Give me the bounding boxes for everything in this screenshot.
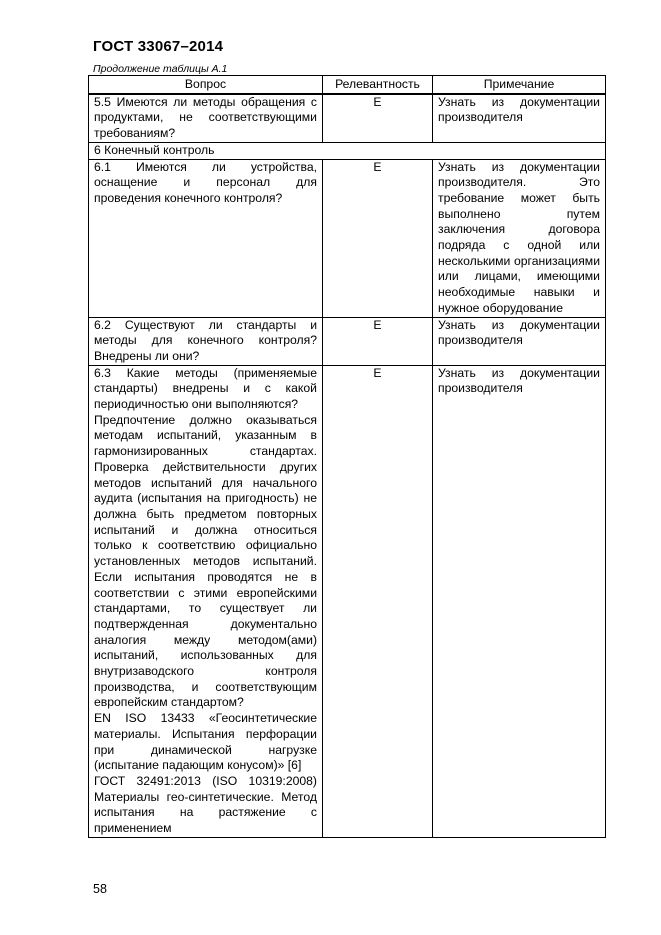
question-text: 6.1 Имеются ли устройства, оснащение и персонал для проведения конечного контроля? [94, 159, 317, 205]
table-row [89, 94, 606, 143]
table-row [89, 317, 606, 365]
note-cell: Узнать из документации производителя. Это требование может быть выполнено путем заключения договора подряда с одной или несколькими организациями или лицами, имеющими необходимые навыки и нужное оборудование [433, 159, 606, 317]
column-header-note: Примечание [433, 76, 606, 94]
relevance-cell: Е [323, 317, 433, 365]
question-text: 5.5 Имеются ли методы обращения с продуктами, не соответствующими требованиям? [94, 94, 317, 141]
relevance-cell: Е [323, 365, 433, 837]
table-header-row [89, 76, 606, 94]
question-text: 6.3 Какие методы (применяемые стандарты) внедрены и с какой периодичностью они выполняются? [94, 365, 317, 412]
standard-reference: EN ISO 13433 «Геосинтетические материалы. Испытания перфорации при динамической нагрузке (испытание падающим конусом)» [6] [94, 711, 317, 773]
page-number: 58 [93, 882, 107, 896]
question-cell [89, 94, 323, 143]
question-cell [89, 159, 323, 317]
note-cell: Узнать из документации производителя [433, 317, 606, 365]
section-heading: 6 Конечный контроль [89, 142, 606, 159]
question-paragraph: Предпочтение должно оказываться методам испытаний, указанным в гармонизированных стандартах. Проверка действительности других методов испытаний для начального аудита (испытания на пригодность) не должна быть предметом повторных испытаний и должна относиться только к соответствию официально установленных методов испытаний. Если испытания проводятся не в соответствии с этими европейскими стандартами, то существует ли подтвержденная документально аналогия между методом(ами) испытаний, использованных для внутризаводского контроля производства, и соответствующим европейским стандартом? [94, 412, 317, 710]
question-cell [89, 365, 323, 837]
document-title: ГОСТ 33067–2014 [93, 38, 224, 55]
requirements-table [88, 75, 606, 838]
column-header-relevance: Релевантность [323, 76, 433, 94]
note-cell: Узнать из документации производителя [433, 94, 606, 143]
note-cell: Узнать из документации производителя [433, 365, 606, 837]
relevance-cell: Е [323, 94, 433, 143]
relevance-cell: Е [323, 159, 433, 317]
table-caption: Продолжение таблицы А.1 [93, 63, 228, 75]
question-text: 6.2 Существуют ли стандарты и методы для конечного контроля? Внедрены ли они? [94, 317, 317, 363]
standard-reference: ГОСТ 32491:2013 (ISO 10319:2008) Материалы гео-синтетические. Метод испытания на растяжение с применением [94, 773, 317, 836]
table-row [89, 159, 606, 317]
section-row [89, 142, 606, 159]
column-header-question: Вопрос [89, 76, 323, 94]
question-cell [89, 317, 323, 365]
table-row [89, 365, 606, 837]
